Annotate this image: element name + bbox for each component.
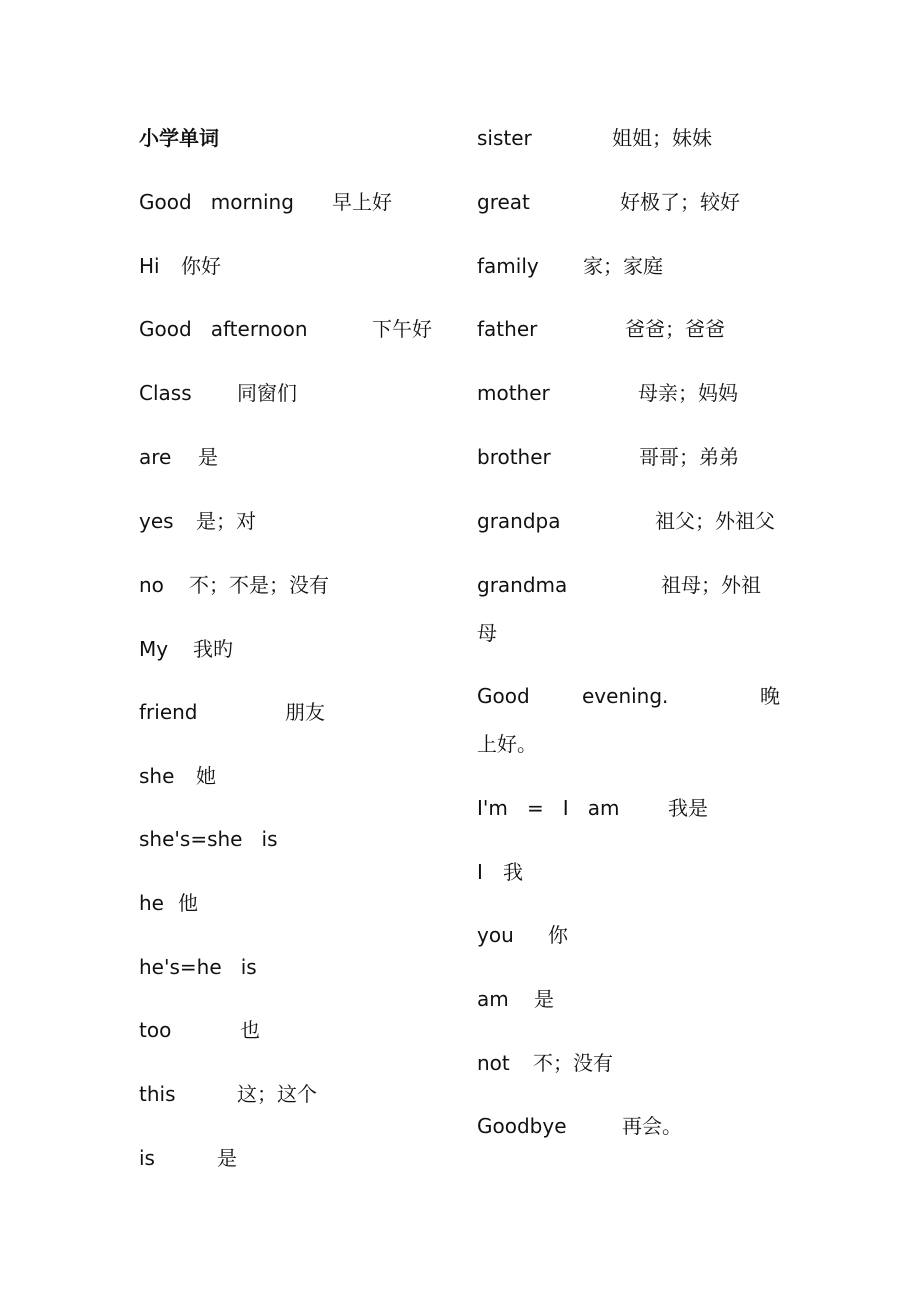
left-word-11: she's=she is (139, 827, 278, 851)
left-meaning-9: 朋友 (285, 700, 325, 724)
right-word-1: sister (477, 126, 532, 150)
page-title: 小学单词 (139, 126, 219, 150)
right-word-3: family (477, 254, 539, 278)
left-word-12: he (139, 891, 164, 915)
right-meaning-1: 姐姐；妹妹 (612, 126, 712, 150)
right-word-6: brother (477, 445, 551, 469)
right-meaning-2: 好极了；较好 (620, 190, 740, 214)
right-word-12: you (477, 923, 514, 947)
right-word-14: not (477, 1051, 510, 1075)
right-meaning-8-continued: 母 (477, 621, 497, 645)
left-word-7: no (139, 573, 164, 597)
right-meaning-9-continued: 上好。 (477, 732, 537, 756)
right-word-5: mother (477, 381, 550, 405)
left-word-15: this (139, 1082, 176, 1106)
left-word-16: is (139, 1146, 155, 1170)
right-meaning-11: 我 (503, 860, 523, 884)
right-word-13: am (477, 987, 509, 1011)
left-meaning-15: 这；这个 (237, 1082, 317, 1106)
left-word-5: are (139, 445, 172, 469)
left-word-1: Good morning (139, 190, 294, 214)
right-word-9b: evening. (582, 684, 669, 708)
left-meaning-10: 她 (196, 764, 216, 788)
left-word-4: Class (139, 381, 192, 405)
right-word-15: Goodbye (477, 1114, 567, 1138)
right-meaning-5: 母亲；妈妈 (638, 381, 738, 405)
left-meaning-16: 是 (217, 1146, 237, 1170)
right-word-11: I (477, 860, 483, 884)
right-word-7: grandpa (477, 509, 561, 533)
left-word-6: yes (139, 509, 174, 533)
right-meaning-15: 再会。 (622, 1114, 682, 1138)
left-meaning-1: 早上好 (332, 190, 392, 214)
right-meaning-4: 爸爸；爸爸 (625, 317, 725, 341)
right-meaning-13: 是 (534, 987, 554, 1011)
left-word-9: friend (139, 700, 198, 724)
left-meaning-4: 同窗们 (237, 381, 297, 405)
left-word-2: Hi (139, 254, 160, 278)
left-meaning-3: 下午好 (372, 317, 432, 341)
right-word-10: I'm = I am (477, 796, 620, 820)
right-meaning-9: 晚 (760, 684, 780, 708)
left-meaning-6: 是；对 (196, 509, 256, 533)
left-word-8: My (139, 637, 169, 661)
right-word-4: father (477, 317, 538, 341)
right-word-8: grandma (477, 573, 568, 597)
left-meaning-7: 不；不是；没有 (189, 573, 329, 597)
right-meaning-8: 祖母；外祖 (661, 573, 761, 597)
right-meaning-6: 哥哥；弟弟 (639, 445, 739, 469)
left-meaning-12: 他 (178, 891, 198, 915)
left-word-10: she (139, 764, 175, 788)
right-meaning-7: 祖父；外祖父 (655, 509, 775, 533)
left-word-14: too (139, 1018, 172, 1042)
left-meaning-2: 你好 (181, 254, 221, 278)
left-meaning-8: 我旳 (193, 637, 233, 661)
left-word-3: Good afternoon (139, 317, 308, 341)
right-meaning-12: 你 (548, 923, 568, 947)
right-meaning-3: 家；家庭 (583, 254, 663, 278)
left-meaning-5: 是 (198, 445, 218, 469)
left-word-13: he's=he is (139, 955, 257, 979)
right-word-2: great (477, 190, 530, 214)
right-word-9a: Good (477, 684, 530, 708)
left-meaning-14: 也 (240, 1018, 260, 1042)
right-meaning-10: 我是 (668, 796, 708, 820)
right-meaning-14: 不；没有 (533, 1051, 613, 1075)
